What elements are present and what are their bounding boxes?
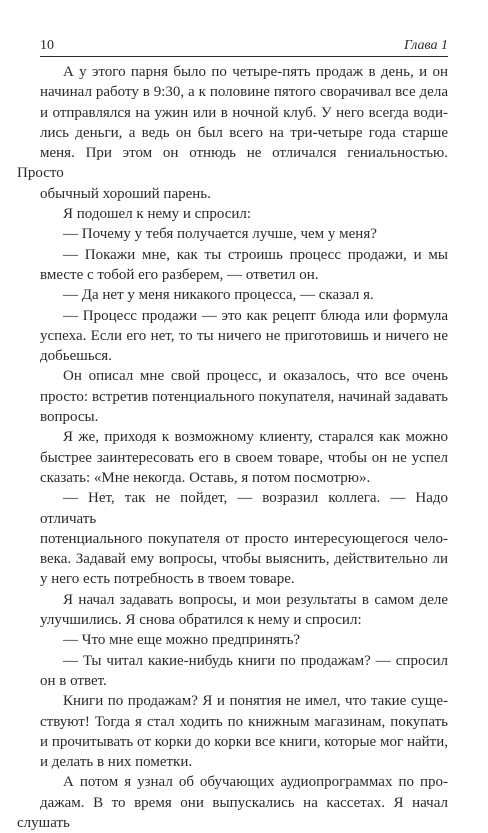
paragraph <box>40 590 448 631</box>
text-line: успеха. Если его нет, то ты ничего не приготовишь и ничего не <box>40 327 448 344</box>
text-line: ствуют! Тогда я стал ходить по книжным магазинам, покупать <box>40 713 448 730</box>
text-line: меня. При этом он отнюдь не отличался гениальностью. Просто <box>17 145 448 182</box>
text-line: — Нет, так не пойдет, — возразил коллега. — Надо отличать <box>40 490 448 527</box>
text-line: быстрее заинтересовать его в своем товаре, чтобы он не успел <box>40 449 448 466</box>
text-line: обычный хороший парень. <box>40 185 211 202</box>
text-line: добьешься. <box>40 348 112 365</box>
text-line: он в ответ. <box>40 672 107 689</box>
text-line: и прочитывать от корки до корки все книги, которые мог найти, <box>40 733 448 750</box>
text-line: у него есть потребность в твоем товаре. <box>40 571 295 588</box>
paragraph <box>40 245 448 286</box>
paragraph <box>40 427 448 488</box>
text-line: — Да нет у меня никакого процесса, — сказал я. <box>63 287 374 304</box>
text-line: дажам. В то время они выпускались на кассетах. Я начал слушать <box>17 794 448 831</box>
text-line: и делать в них пометки. <box>40 754 193 771</box>
text-line: — Ты читал какие-нибудь книги по продажам? — спросил <box>63 652 448 669</box>
text-line: А у этого парня было по четыре-пять продаж в день, и он <box>63 64 448 80</box>
page-number: 10 <box>40 38 54 53</box>
text-line: Я же, приходя к возможному клиенту, старался как можно <box>63 429 448 446</box>
text-line: — Покажи мне, как ты строишь процесс продажи, и мы <box>63 246 448 263</box>
text-line: сказать: «Мне некогда. Оставь, я потом посмотрю». <box>40 469 371 486</box>
text-line: улучшились. Я снова обратился к нему и спросил: <box>40 612 362 629</box>
text-line: А потом я узнал об обучающих аудиопрограммах по про- <box>63 774 448 791</box>
text-line: Он описал мне свой процесс, и оказалось, что все очень <box>63 368 448 385</box>
text-line: Я подошел к нему и спросил: <box>63 206 252 223</box>
running-header <box>40 38 448 57</box>
paragraph <box>17 772 448 833</box>
text-line: просто: встретив потенциального покупателя, начинай задавать <box>40 388 448 405</box>
paragraph <box>40 285 448 305</box>
text-line: начинал работу в 9:30, а к половине пятого сворачивал все дела <box>40 84 448 101</box>
paragraph <box>40 224 448 244</box>
text-line: — Процесс продажи — это как рецепт блюда или формула <box>63 307 448 324</box>
body-text <box>17 62 448 833</box>
text-line: лись деньги, а ведь он был всего на три-четыре года старше <box>40 124 448 141</box>
paragraph <box>40 306 448 367</box>
paragraph <box>40 366 448 427</box>
paragraph <box>40 488 448 589</box>
paragraph <box>40 651 448 692</box>
chapter-title: Глава 1 <box>404 38 448 53</box>
text-line: вопросы. <box>40 409 99 426</box>
paragraph <box>40 691 448 772</box>
text-line: потенциального покупателя от просто интересующегося чело- <box>40 530 448 547</box>
paragraph <box>17 62 448 204</box>
text-line: вместе с тобой его разберем, — ответил он. <box>40 266 319 283</box>
paragraph <box>40 630 448 650</box>
text-line: Я начал задавать вопросы, и мои результаты в самом деле <box>63 591 448 608</box>
text-line: — Что мне еще можно предпринять? <box>63 632 301 649</box>
text-line: — Почему у тебя получается лучше, чем у меня? <box>63 226 377 243</box>
text-line: и отправлялся на ужин или в ночной клуб. У него всегда води- <box>40 104 448 121</box>
text-line: века. Задавай ему вопросы, чтобы выяснить, действительно ли <box>40 551 448 568</box>
text-line: Книги по продажам? Я и понятия не имел, что такие суще- <box>63 693 448 710</box>
paragraph <box>40 204 448 224</box>
